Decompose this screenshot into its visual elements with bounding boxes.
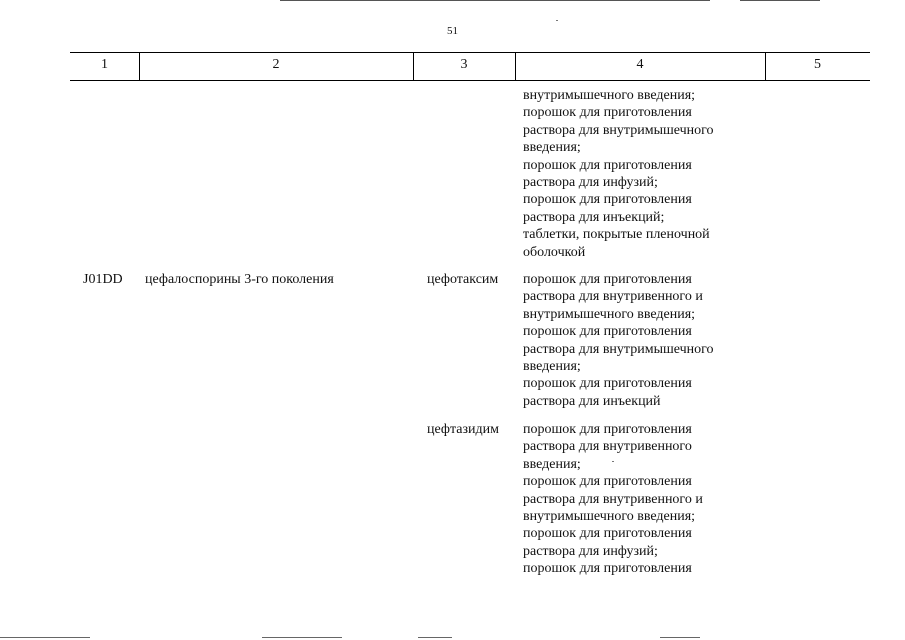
header-col-5: 5 [814,57,821,72]
continuation-forms: внутримышечного введения; порошок для приготовления раствора для внутримышечного введения; порошок для приготовления раствора для инфузий; порошок для приготовления раствора для инъекций; таблетки, покрытые пленочной оболочкой [523,88,714,260]
header-col-1: 1 [101,57,108,72]
dosage-forms: порошок для приготовления раствора для внутривенного введения; порошок для приготовления раствора для внутривенного и внутримышечного введения; порошок для приготовления раствора для инфузий; порошок для приготовления [523,422,703,577]
scan-speck [556,20,558,21]
drug-name: цефотаксим [427,272,499,287]
header-col-4: 4 [636,57,644,72]
header-top-border [70,52,870,53]
atc-group-name: цефалоспорины 3-го поколения [145,272,334,287]
scan-edge-line [0,637,90,638]
scan-edge-line [740,0,820,1]
drug-name: цефтазидим [427,422,499,437]
page-number: 51 [447,25,458,37]
header-col-2: 2 [272,57,280,72]
scan-edge-line [660,637,700,638]
header-bottom-border [70,80,870,81]
scan-edge-line [280,0,710,1]
dosage-forms: порошок для приготовления раствора для внутривенного и внутримышечного введения; порошок для приготовления раствора для внутримышечного введения; порошок для приготовления раствора для инъекций [523,272,714,409]
header-col-3: 3 [460,57,468,72]
atc-code: J01DD [83,272,123,287]
scan-edge-line [418,637,452,638]
scan-edge-line [262,637,342,638]
